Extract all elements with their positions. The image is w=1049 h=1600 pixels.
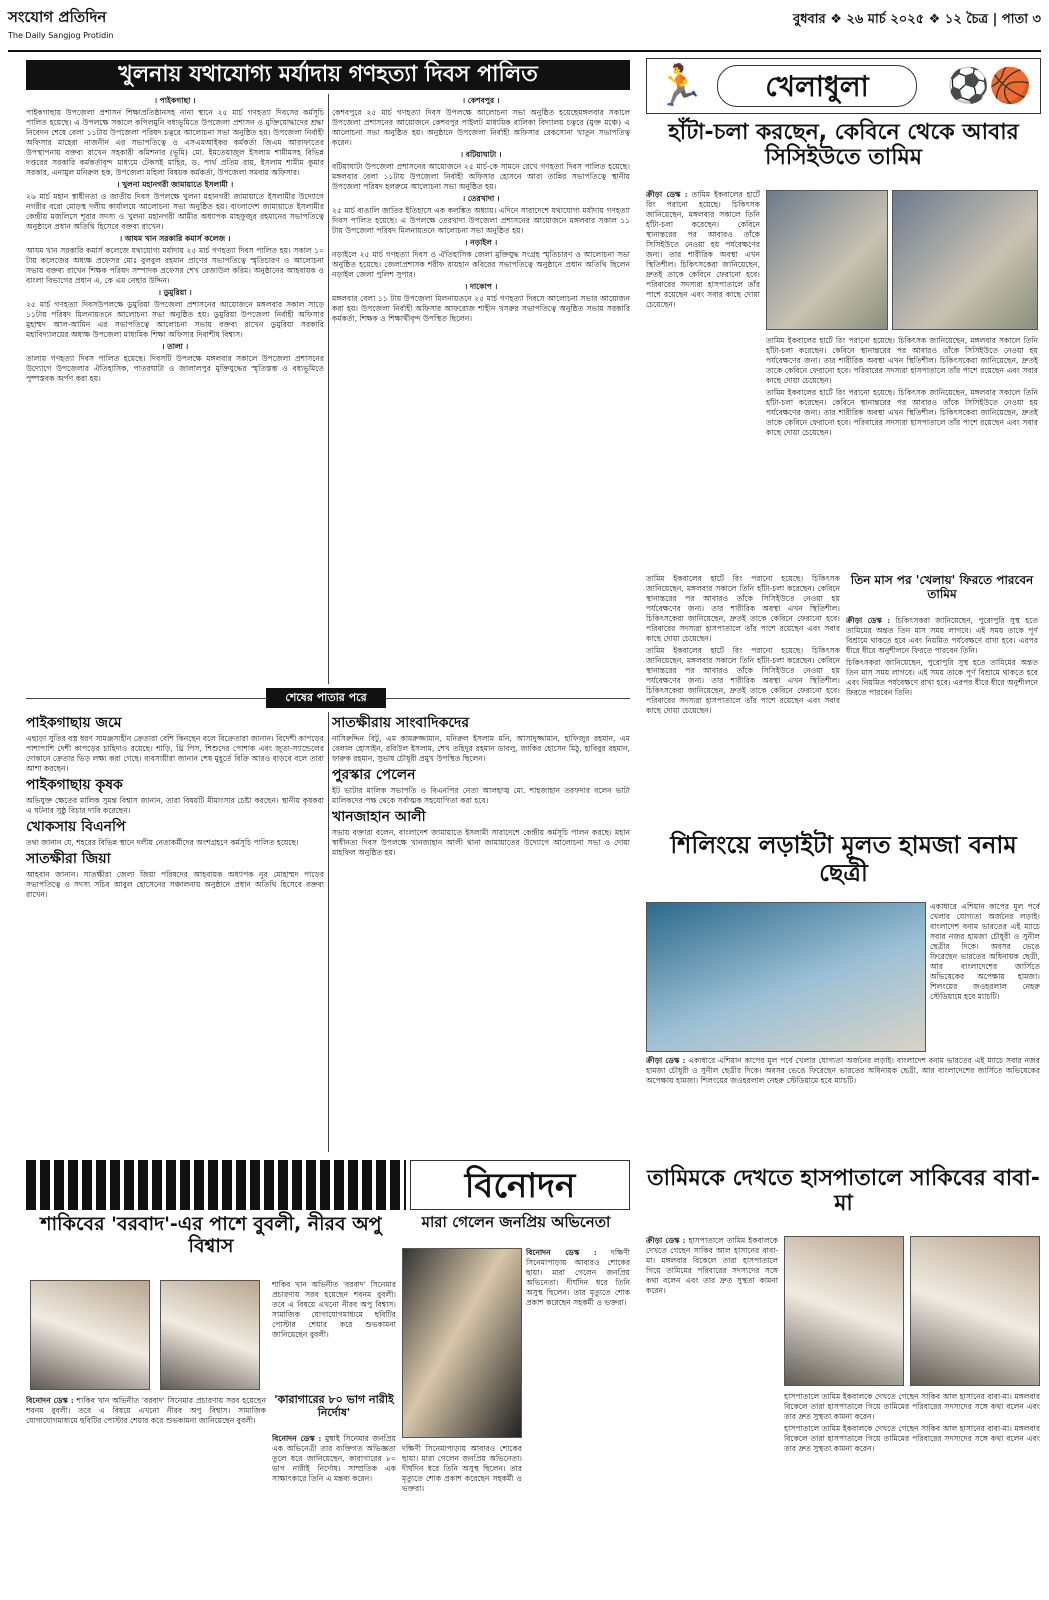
paragraph: মঙ্গলবার বেলা ১১ টায় উপজেলা মিলনায়তনে ২৫ মার্চ গণহত্যা দিবসে আলোচনা সভার আয়োজন করা হয়। উপজেলা নির্বাহী অফিসার আফরোজ শাহীন খসরুর সভাপতিত্বে অনুষ্ঠিত সভায় সরকারি কর্মকর্তা, শিক্ষক ও শিক্ষার্থীবৃন্দ উপস্থিত ছিলেন। (332, 294, 630, 323)
entertainment-headline-2: মারা গেলেন জনপ্রিয় অভিনেতা (421, 1213, 611, 1231)
entertainment-story-1-body: বিনোদন ডেস্ক : শাকিব খান অভিনীত 'বরবাদ' সিনেমার প্রচারণায় সরব হয়েছেন শবনম বুবলী। তবে এ বিষয়ে এখনো নীরব অপু বিশ্বাস। সামাজিক যোগাযোগমাধ্যমে ছবিটির পোস্টার শেয়ার করে শুভকামনা জানিয়েছেন বুবলী। (26, 1396, 266, 1425)
continued-story-title: পাইকগাছায় জমে (26, 715, 122, 731)
subhead: । তালা । (161, 342, 189, 351)
continued-story-title: খানজাহান আলী (332, 809, 426, 826)
dateline: বুধবার ❖ ২৬ মার্চ ২০২৫ ❖ ১২ চৈত্র | পাতা ৩ (792, 12, 1041, 27)
masthead (8, 6, 1041, 52)
column-rule (328, 712, 329, 1152)
sports-headline-4: তামিমকে দেখতে হাসপাতালে সাকিবের বাবা-মা (647, 1166, 1040, 1217)
sports-story-4-body: ক্রীড়া ডেস্ক : হাসপাতালে তামিম ইকবালকে দেখতে গেছেন সাকিব আল হাসানের বাবা-মা। মঙ্গলবার বিকেলে তারা হাসপাতালে গিয়ে তামিমের পরিবারের সদস্যদের সঙ্গে কথা বলেন এবং তার দ্রুত সুস্থতা কামনা করেন। (646, 1236, 778, 1295)
continued-left-column (26, 712, 324, 1152)
sports-story-1-cont: তামিম ইকবালের হার্টে রিং পরানো হয়েছে। চিকিৎসক জানিয়েছেন, মঙ্গলবার সকালে তিনি হাঁটা-চলা করেছেন। কেবিনে স্থানান্তরের পর আবারও তাঁকে সিসিইউতে নেওয়া হয় পর্যবেক্ষণের জন্য। তার শারীরিক অবস্থা এখন স্থিতিশীল। চিকিৎসকেরা জানিয়েছেন, দ্রুতই তাকে কেবিনে ফেরানো হবে। পরিবারের সদস্যরা হাসপাতালে তাঁর পাশে রয়েছেন এবং সবার কাছে দোয়া চেয়েছেন। তামিম ইকবালের হার্টে রিং পরানো হয়েছে। চিকিৎসক জানিয়েছেন, মঙ্গলবার সকালে তিনি হাঁটা-চলা করেছেন। কেবিনে স্থানান্তরের পর আবারও তাঁকে সিসিইউতে নেওয়া হয় পর্যবেক্ষণের জন্য। তার শারীরিক অবস্থা এখন স্থিতিশীল। চিকিৎসকেরা জানিয়েছেন, দ্রুতই তাকে কেবিনে ফেরানো হবে। পরিবারের সদস্যরা হাসপাতালে তাঁর পাশে রয়েছেন এবং সবার কাছে দোয়া চেয়েছেন। (766, 336, 1038, 437)
paragraph: নড়াইলে ২৫ মার্চ গণহত্যা দিবস ও ঐতিহাসিক জেলা মুক্তিযুদ্ধ সংগ্রহ স্মৃতিচারণ ও আলোচনা সভা অনুষ্ঠিত হয়েছে। জেলাপ্রশাসক শরীফ রায়হান কবিরের সভাপতিত্বে অনুষ্ঠানে প্রধান অতিথি ছিলেন নড়াইল জেলা পুলিশ সুপার। (332, 250, 630, 279)
continued-story-body: নাসিরুদ্দিন বিটু, এম কামরুজ্জামান, মনিরুল ইসলাম মনি, আসাদুজ্জামান, হাফিজুর রহমান, এম বেলাল হোসাইন, রবিউল ইসলাম, শেখ তহিদুর রহমান ডাবলু, জাকির হোসেন মিঠু, হাবিবুর রহমান, ফারুক রহমান, সুভাষ চৌধুরী প্রমুখ উপস্থিত ছিলেন। (332, 734, 630, 764)
lead-column-1 (26, 94, 324, 684)
entertainment-section-title: বিনোদন (410, 1160, 630, 1210)
filmstrip-decoration (26, 1160, 406, 1210)
continued-right-column (332, 712, 630, 1152)
runner-icon: 🏃 (655, 63, 705, 109)
paragraph: ২৬ মার্চ মহান স্বাধীনতা ও জাতীয় দিবস উপলক্ষে খুলনা মহানগরী জামায়াতে ইসলামীর উদ্যোগে নগরীর বরো মোড়স্থ দলীয় কার্যালয়ে আলোচনা সভা অনুষ্ঠিত হয়। বাংলাদেশ জামায়াতে ইসলামীর কেন্দ্রীয় মজলিসে শূরার সদস্য ও খুলনা মহানগরী আমীর অধ্যাপক মাহফুজুর রহমানের সভাপতিত্বে অনুষ্ঠানে প্রধান অতিথি হিসেবে বক্তব্য রাখেন। (26, 192, 324, 231)
balls-icon: ⚽🏀 (947, 66, 1032, 106)
paragraph: পাইকগাছায় উপজেলা প্রশাসন শিক্ষাপ্রতিষ্ঠানসহ নানা স্থানে ২৫ মার্চ গণহত্যা দিবসের কর্মসূচি পালিত হয়েছে। এ উপলক্ষে সকালে কপিলমুনি বধ্যভূমিতে উপজেলা প্রশাসন ও মুক্তিযোদ্ধাদের শ্রদ্ধা নিবেদন শেষে বেলা ১১টায় উপজেলা পরিষদ চত্বরে আলোচনা সভা অনুষ্ঠিত হয়। উপজেলা নির্বাহী অফিসার মাহেরা নাজনীন এর সভাপতিত্বে ও এসএমআইকর কর্মকর্তা জিএম আরাফাতের উপস্থাপনায় বক্তব্য রাখেন সহকারী কমিশনার (ভূমি) মো. ইমতেয়াজুল ইসলাম শামীমসহ বিভিন্ন দপ্তরের সরকারি কর্মকর্তাবৃন্দ মাধ্যমে টেকসই মাহির, ড. পার্থ প্রতিম রায়, ইসলাম শামীম কুমার সরকার, এনামুল মনিরুল হক, উপজেলা মহিলা বিষয়ক কর্মকর্তা, উপজেলা সমবায় অফিসার। (26, 108, 324, 177)
continued-story-body: অভিযুক্ত ক্ষেতের মালিক সুমন্ত বিশ্বাস জানান, তারা বিষয়টি মীমাংসার চেষ্টা করছেন। স্থানীয় কৃষকরা এ ঘটনার সুষ্ঠু বিচার দাবি করেছেন। (26, 796, 324, 816)
entertainment-story-3-body: বিনোদন ডেস্ক : মুম্বাই সিনেমার জনপ্রিয় এক অভিনেত্রী তার ব্যক্তিগত অভিজ্ঞতা তুলে ধরে জানিয়েছেন, কারাগারের ৮০ ভাগ নারীই নির্দোষ। সাম্প্রতিক এক সাক্ষাৎকারে তিনি এ মন্তব্য করেন। (272, 1434, 396, 1483)
paragraph: বটিয়াঘাটা উপজেলা প্রশাসনের আয়োজনে ২৫ মার্চ-কে সামনে রেখে গণহত্যা দিবস পালিত হয়েছে। মঙ্গলবার বেলা ১১টায় উপজেলা নির্বাহী অফিসার হোসনে আরা তান্নির সভাপতিত্বে স্থানীয় উপজেলা পরিষদ হলরুমে আলোচনা সভা অনুষ্ঠিত হয়। (332, 162, 630, 191)
continued-story-title: খোকসায় বিএনপি (26, 819, 126, 836)
sports-story-2-body: ক্রীড়া ডেস্ক : চিকিৎসকরা জানিয়েছেন, পুরোপুরি সুস্থ হতে তামিমের অন্তত তিন মাস সময় লাগবে। এই সময় তাকে পূর্ণ বিশ্রামে থাকতে হবে এবং নিয়মিত পর্যবেক্ষণে রাখা হবে। এরপর ধীরে ধীরে অনুশীলনে ফিরতে পারবেন তিনি। চিকিৎসকরা জানিয়েছেন, পুরোপুরি সুস্থ হতে তামিমের অন্তত তিন মাস সময় লাগবে। এই সময় তাকে পূর্ণ বিশ্রামে থাকতে হবে এবং নিয়মিত পর্যবেক্ষণে রাখা হবে। এরপর ধীরে ধীরে অনুশীলনে ফিরতে পারবেন তিনি। (846, 616, 1038, 697)
sports-headline-1: হাঁটা-চলা করছেন, কেবিনে থেকে আবার সিসিইউতে তামিম (668, 120, 1019, 171)
subhead: । খুলনা মহানগরী জামায়াতে ইসলামী । (116, 180, 234, 189)
subhead: । বটিয়াঘাটা । (460, 150, 502, 159)
entertainment-story-2-body: বিনোদন ডেস্ক : দক্ষিণী সিনেমাপাড়ায় আবারও শোকের ছায়া। মারা গেলেন জনপ্রিয় অভিনেতা। দীর্ঘদিন ধরে তিনি অসুস্থ ছিলেন। তার মৃত্যুতে শোক প্রকাশ করেছেন সহকর্মী ও ভক্তরা। (526, 1248, 630, 1307)
hospital-photo-1 (784, 1236, 904, 1386)
paragraph: কেশবপুরে ২৫ মার্চ গণহত্যা দিবস উপলক্ষে আলোচনা সভা অনুষ্ঠিত হয়েছেমঙ্গলবার সকালে উপজেলা প্রশাসনের আয়োজনে কেশবপুর পাইলট মাধ্যমিক বালিকা বিদ্যালয় চত্বরে (মুক্ত মঞ্চে) এ আলোচনা সভা অনুষ্ঠিত হয়। অনুষ্ঠানে উপজেলা নির্বাহী অফিসার রেকসোনা খাতুন সভাপতিত্ব করেন। (332, 108, 630, 147)
column-rule (328, 94, 329, 684)
hospital-photo-2 (910, 1236, 1040, 1386)
subhead: । আযম খান সরকারি কমার্স কলেজ । (119, 234, 231, 243)
sports-story-3-cont: ক্রীড়া ডেস্ক : একাধারে এশিয়ান কাপের মূল পর্বে খেলার যোগ্যতা অর্জনের লড়াই। বাংলাদেশ বনাম ভারতের এই ম্যাচে সবার নজর হামজা চৌধুরী ও সুনীল ছেত্রীর দিকে। অবসর ভেঙে ফিরেছেন ভারতের অধিনায়ক ছেত্রী, আর বাংলাদেশের জার্সিতে অভিষেকের অপেক্ষায় হামজা। শিলংয়ের জওহরলাল নেহরু স্টেডিয়ামে হবে ম্যাচটি। (646, 1056, 1040, 1085)
continued-story-body: সভায় বক্তারা বলেন, বাংলাদেশ জামায়াতে ইসলামী সারাদেশে কেন্দ্রীয় কর্মসূচি পালন করছে। মহান স্বাধীনতা দিবস উপলক্ষে খানজাহান আলী থানা জামায়াতের উদ্যোগে আলোচনা সভা ও দোয়া মাহফিল অনুষ্ঠিত হয়। (332, 828, 630, 858)
sports-headline-2: তিন মাস পর 'খেলায়' ফিরতে পারবেন তামিম (850, 573, 1034, 601)
tamim-photo-1 (766, 190, 888, 330)
subhead: । দাকোপ । (464, 282, 498, 291)
continued-story-body: এছাড়া সুতির বস্ত্র ধরণ সামঞ্জস্যহীন ক্রেতারা বেশি কিনছেন বলে বিক্রেতারা জানান। বিদেশী কাপড়ের পাশাপাশি দেশী কাপড়ের চাহিদাও রয়েছে। শাড়ি, থ্রি পিস, শিশুদের পোশাক এবং জুতা-স্যান্ডেলের দোকানে ক্রেতার ভিড় লক্ষ্য করা গেছে। ব্যবসায়ীরা জানান শেষ মুহূর্তে বিক্রি আরও বাড়বে বলে তারা আশা করছেন। (26, 734, 324, 774)
sports-story-1-body: ক্রীড়া ডেস্ক : তামিম ইকবালের হার্টে রিং পরানো হয়েছে। চিকিৎসক জানিয়েছেন, মঙ্গলবার সকালে তিনি হাঁটা-চলা করেছেন। কেবিনে স্থানান্তরের পর আবারও তাঁকে সিসিইউতে নেওয়া হয় পর্যবেক্ষণের জন্য। তার শারীরিক অবস্থা এখন স্থিতিশীল। চিকিৎসকেরা জানিয়েছেন, দ্রুতই তাকে কেবিনে ফেরানো হবে। পরিবারের সদস্যরা হাসপাতালে তাঁর পাশে রয়েছেন এবং সবার কাছে দোয়া চেয়েছেন। (646, 190, 760, 309)
sports-story-1-cont2: তামিম ইকবালের হার্টে রিং পরানো হয়েছে। চিকিৎসক জানিয়েছেন, মঙ্গলবার সকালে তিনি হাঁটা-চলা করেছেন। কেবিনে স্থানান্তরের পর আবারও তাঁকে সিসিইউতে নেওয়া হয় পর্যবেক্ষণের জন্য। তার শারীরিক অবস্থা এখন স্থিতিশীল। চিকিৎসকেরা জানিয়েছেন, দ্রুতই তাকে কেবিনে ফেরানো হবে। পরিবারের সদস্যরা হাসপাতালে তাঁর পাশে রয়েছেন এবং সবার কাছে দোয়া চেয়েছেন। তামিম ইকবালের হার্টে রিং পরানো হয়েছে। চিকিৎসক জানিয়েছেন, মঙ্গলবার সকালে তিনি হাঁটা-চলা করেছেন। কেবিনে স্থানান্তরের পর আবারও তাঁকে সিসিইউতে নেওয়া হয় পর্যবেক্ষণের জন্য। তার শারীরিক অবস্থা এখন স্থিতিশীল। চিকিৎসকেরা জানিয়েছেন, দ্রুতই তাকে কেবিনে ফেরানো হবে। পরিবারের সদস্যরা হাসপাতালে তাঁর পাশে রয়েছেন এবং সবার কাছে দোয়া চেয়েছেন। (646, 574, 840, 715)
continued-story-title: সাতক্ষীরা জিয়া (26, 851, 111, 868)
lead-column-2 (332, 94, 630, 684)
page-number: পাতা ৩ (1001, 12, 1041, 27)
continued-label: শেষের পাতার পরে (266, 688, 386, 708)
paragraph: ২৫ মার্চ বাঙালি জাতির ইতিহাসে এক কলঙ্কিত অধ্যায়। এদিনে সারাদেশে যথাযোগ্য মর্যাদায় গণহত্যা দিবস পালিত হয়েছে। এ উপলক্ষে তেরখাদা উপজেলা প্রশাসনের আয়োজনে মঙ্গলবার সকাল ১১ টায় উপজেলা পরিষদ মিলনায়তনে আলোচনা সভা অনুষ্ঠিত হয়। (332, 206, 630, 235)
continued-story-body: আহবান জানান। সাতক্ষীরা জেলা জিয়া পরিষদের আহবায়ক অধ্যাপক নূর মোহাম্মদ পাড়ের সভাপতিত্বে ও সদস্য সচিব আবুল হোসেনের সঞ্চালনায় অনুষ্ঠানে প্রধান অতিথি হিসেবে বক্তব্য রাখেন। (26, 870, 324, 900)
continued-story-title: পুরস্কার পেলেন (332, 767, 416, 784)
sports-story-3-body: একাধারে এশিয়ান কাপের মূল পর্বে খেলার যোগ্যতা অর্জনের লড়াই। বাংলাদেশ বনাম ভারতের এই ম্যাচে সবার নজর হামজা চৌধুরী ও সুনীল ছেত্রীর দিকে। অবসর ভেঙে ফিরেছেন ভারতের অধিনায়ক ছেত্রী, আর বাংলাদেশের জার্সিতে অভিষেকের অপেক্ষায় হামজা। শিলংয়ের জওহরলাল নেহরু স্টেডিয়ামে হবে ম্যাচটি। (930, 902, 1040, 1001)
sports-section-header (646, 58, 1041, 114)
continued-bar (26, 688, 630, 708)
continued-story-title: সাতক্ষীরায় সাংবাদিকদের (332, 715, 470, 731)
subhead: । তেরখাদা । (462, 194, 500, 203)
paper-name: সংযোগ প্রতিদিন (8, 8, 107, 26)
subhead: । পাইকগাছা । (154, 96, 196, 105)
sports-story-4-cont: হাসপাতালে তামিম ইকবালকে দেখতে গেছেন সাকিব আল হাসানের বাবা-মা। মঙ্গলবার বিকেলে তারা হাসপাতালে গিয়ে তামিমের পরিবারের সদস্যদের সঙ্গে কথা বলেন এবং তার দ্রুত সুস্থতা কামনা করেন। হাসপাতালে তামিম ইকবালকে দেখতে গেছেন সাকিব আল হাসানের বাবা-মা। মঙ্গলবার বিকেলে তারা হাসপাতালে গিয়ে তামিমের পরিবারের সদস্যদের সঙ্গে কথা বলেন এবং তার দ্রুত সুস্থতা কামনা করেন। (784, 1392, 1040, 1453)
issue-date: বুধবার ❖ ২৬ মার্চ ২০২৫ ❖ ১২ চৈত্র (792, 12, 989, 27)
subhead: । কেশবপুর । (462, 96, 500, 105)
sports-headline-3: শিলিংয়ে লড়াইটা মূলত হামজা বনাম ছেত্রী (670, 831, 1017, 887)
subhead: । ডুমুরিয়া । (158, 288, 192, 297)
actress-photo-2 (160, 1280, 260, 1390)
continued-story-body: ইট ভাটার মালিক সভাপতি ও বিএনপির নেতা আলহাজ্ব মো. শাহজাহান তরফদার বলেন ভাটা মালিকদের পক্ষ থেকে সর্বাত্মক সহযোগিতা করা হবে। (332, 786, 630, 806)
entertainment-headline-1: শাকিবের 'বরবাদ'-এর পাশে বুবলী, নীরব অপু বিশ্বাস (40, 1213, 382, 1257)
entertainment-story-2-cont: দক্ষিণী সিনেমাপাড়ায় আবারও শোকের ছায়া। মারা গেলেন জনপ্রিয় অভিনেতা। দীর্ঘদিন ধরে তিনি অসুস্থ ছিলেন। তার মৃত্যুতে শোক প্রকাশ করেছেন সহকর্মী ও ভক্তরা। (402, 1444, 522, 1493)
sports-section-title: খেলাধুলা (717, 65, 917, 107)
paragraph: তালায় গণহত্যা দিবস পালিত হয়েছে। দিবসটি উপলক্ষে মঙ্গলবার সকালে উপজেলা প্রশাসনের উদ্যোগে উপজেলার ঐতিহাসিক, পাতরঘাটা ও জালালপুর মুক্তিযুদ্ধের স্মৃতিস্তম্ভ ও বধ্যভূমিতে পুষ্পস্তবক অর্পণ করা হয়। (26, 354, 324, 383)
subhead: । নড়াইল । (464, 238, 498, 247)
entertainment-story-1-cont: শাকিব খান অভিনীত 'বরবাদ' সিনেমার প্রচারণায় সরব হয়েছেন শবনম বুবলী। তবে এ বিষয়ে এখনো নীরব অপু বিশ্বাস। সামাজিক যোগাযোগমাধ্যমে ছবিটির পোস্টার শেয়ার করে শুভকামনা জানিয়েছেন বুবলী। (272, 1280, 396, 1339)
continued-story-title: পাইকগাছায় কৃষক (26, 777, 123, 794)
tamim-photo-2 (892, 190, 1038, 330)
football-photo (646, 902, 926, 1052)
actor-photo (402, 1248, 522, 1438)
paragraph: ২৫ মার্চ গণহত্যা দিবসউপলক্ষে ডুমুরিয়া উপজেলা প্রশাসনের আয়োজনে মঙ্গলবার সকাল সাড়ে ১১টায় পরিষদ মিলনায়তনে আলোচনা সভা অনুষ্ঠিত হয়। ডুমুরিয়া উপজেলা নির্বাহী অফিসার মুহাম্মদ আল-আমিন এর সভাপতিত্বে আলোচনা সভায় বক্তব্য রাখেন ডুমুরিয়া সরকারি মহাবিদ্যালয়ের অধ্যক্ষ উপজেলা মাধ্যমিক শিক্ষা অফিসার দিবাশীষ বিশ্বাস। (26, 300, 324, 339)
lead-headline: খুলনায় যথাযোগ্য মর্যাদায় গণহত্যা দিবস পালিত (26, 60, 630, 90)
paper-tagline: The Daily Sangjog Protidin (8, 31, 114, 40)
newspaper-logo (8, 6, 114, 40)
entertainment-headline-3: 'কারাগারের ৮০ ভাগ নারীই নির্দোষ' (274, 1393, 394, 1419)
paragraph: আযম খান সরকারি কমার্স কলেজে যথাযোগ্য মর্যাদায় ২৫ মার্চ গণহত্যা দিবস পালিত হয়। সকাল ১০ টায় কলেজের অধ্যক্ষ প্রফেসর মোঃ বুলবুল রহমান প্রাণের সভাপতিত্বে স্মৃতিচারণ ও আলোচনা সভায় বক্তব্য রাখেন শিক্ষক পরিষদ সম্পাদক প্রফেসর শেখ রেজাউল করিম। অনুষ্ঠানের আহবায়ক ও বাংলা বিভাগের প্রধান এ, কে এম নেছার উদ্দিন। (26, 246, 324, 285)
actress-photo-1 (30, 1280, 150, 1390)
continued-story-body: তথ্য জানান যে, শহরের বিভিন্ন স্থানে দলীয় নেতাকর্মীদের অংশগ্রহণে কর্মসূচি পালিত হয়েছে। (26, 838, 299, 848)
